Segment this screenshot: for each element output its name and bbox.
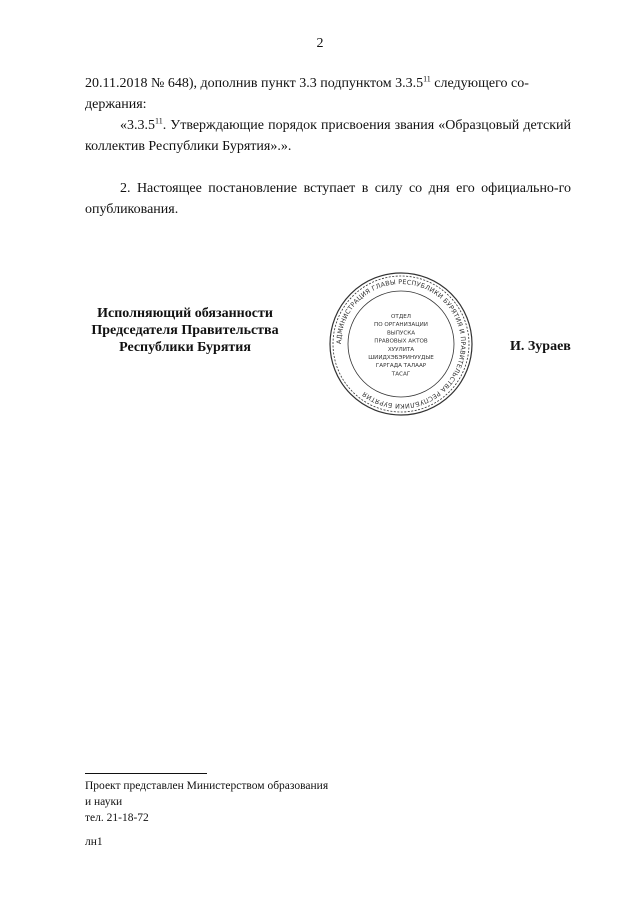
signer-title-line1: Исполняющий обязанности [97,306,273,321]
seal-center-text [368,314,434,377]
amendment-text-2: следующего со- [430,76,529,91]
official-seal [327,270,475,418]
footnote-line1: Проект представлен Министерством образования [85,780,329,792]
footnote-line3: тел. 21-18-72 [85,812,149,824]
signer-name: И. Зураев [510,339,571,354]
footnote-divider [85,773,207,774]
signer-title [70,305,300,356]
amendment-text-3: держания: [85,97,147,112]
seal-center-line: ХУУЛИТА [387,346,415,353]
footnote-line2: и науки [85,796,123,808]
signer-title-line2: Председателя Правительства [91,323,279,338]
signer-title-line3: Республики Бурятия [119,340,251,355]
subitem-superscript: 11 [155,116,163,126]
seal-center-line: ВЫПУСКА [386,330,416,337]
effective-text: 2. Настоящее постановление вступает в силу со дня его официально-го опубликования. [85,181,571,217]
seal-center-line: ГАРГАДА ТАЛААР [375,363,427,370]
seal-center-line: ПРАВОВЫХ АКТОВ [374,338,428,345]
seal-center-line: ШИИДХЭБЭРИНУУДЫЕ [368,355,434,361]
paragraph-subitem [85,115,571,157]
page-number: 2 [316,36,324,51]
paragraph-effective [85,178,571,220]
paragraph-amendment [85,73,571,115]
subitem-text-1: «3.3.5 [120,118,155,133]
subitem-text-2: . Утверждающие порядок присвоения звания «Образцовый детский коллектив Республики Бурятия».». [85,118,571,154]
seal-ring-text: АДМИНИСТРАЦИЯ ГЛАВЫ РЕСПУБЛИКИ БУРЯТИЯ И ПРАВИТЕЛЬСТВА РЕСПУБЛИКИ БУРЯТИЯ [334,277,468,411]
footnote [85,778,328,826]
superscript-index: 11 [423,74,431,84]
amendment-text-1: 20.11.2018 № 648), дополнив пункт 3.3 подпунктом 3.3.5 [85,76,424,91]
document-code: лн1 [85,836,103,848]
seal-center-line: ТАСАГ [391,371,411,378]
seal-center-line: ПО ОРГАНИЗАЦИИ [374,322,428,329]
seal-center-line: ОТДЕЛ [391,314,411,320]
